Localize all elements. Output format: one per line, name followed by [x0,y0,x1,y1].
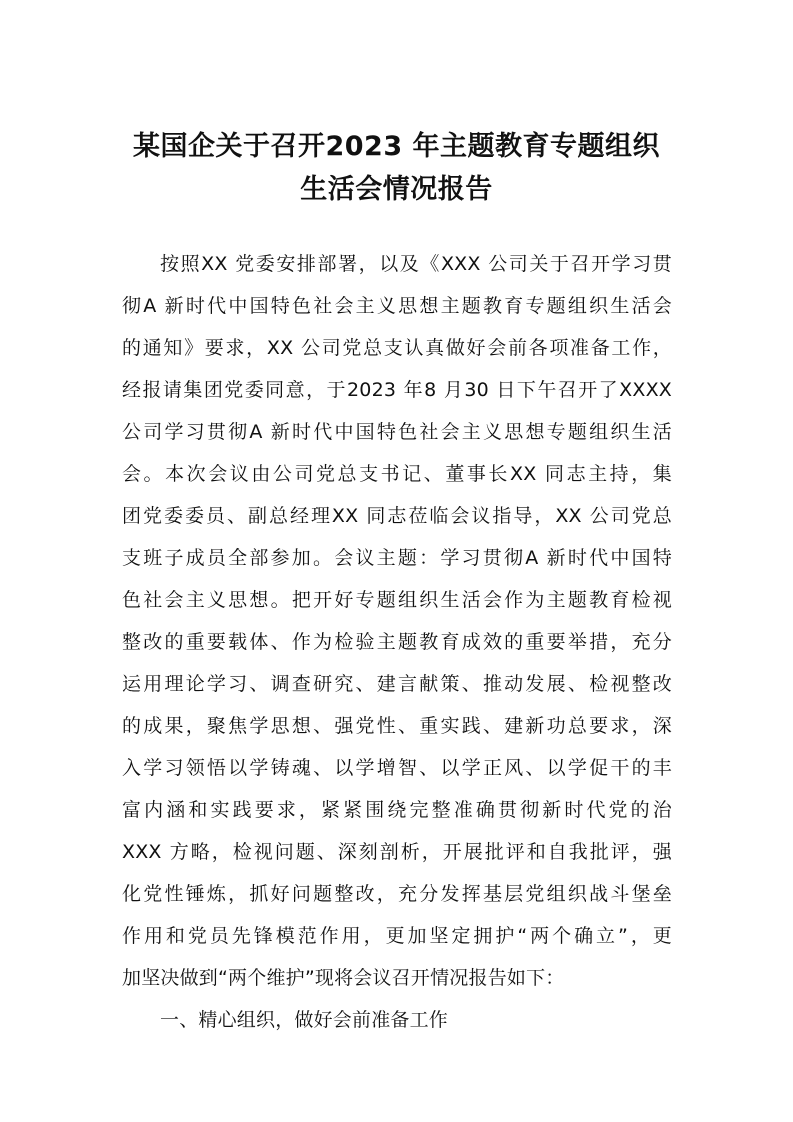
paragraph-line: XXX 方略，检视问题、深刻剖析，开展批评和自我批评，强 [122,841,672,863]
paragraph-line: 按照XX 党委安排部署，以及《XXX 公司关于召开学习贯 [160,253,672,275]
section-heading: 一、精心组织，做好会前准备工作 [160,1009,449,1031]
paragraph-line: 会。本次会议由公司党总支书记、董事长XX 同志主持，集 [122,463,672,485]
paragraph-line: 的成果，聚焦学思想、强党性、重实践、建新功总要求，深 [122,715,672,737]
paragraph-line-last: 加坚决做到“两个维护”现将会议召开情况报告如下： [122,967,565,989]
paragraph-line: 化党性锤炼，抓好问题整改，充分发挥基层党组织战斗堡垒 [122,883,672,905]
paragraph-line: 经报请集团党委同意，于2023 年8 月30 日下午召开了XXXX [122,379,672,401]
paragraph-line: 支班子成员全部参加。会议主题：学习贯彻A 新时代中国特 [122,547,672,569]
paragraph-line: 作用和党员先锋模范作用，更加坚定拥护“两个确立”，更 [122,925,672,947]
paragraph-line: 运用理论学习、调查研究、建言献策、推动发展、检视整改 [122,673,672,695]
paragraph-line: 公司学习贯彻A 新时代中国特色社会主义思想专题组织生活 [122,421,672,443]
paragraph-line: 团党委委员、副总经理XX 同志莅临会议指导，XX 公司党总 [122,505,672,527]
document-title-line-2: 生活会情况报告 [300,174,493,205]
paragraph-line: 入学习领悟以学铸魂、以学增智、以学正风、以学促干的丰 [122,757,672,779]
paragraph-line: 彻A 新时代中国特色社会主义思想主题教育专题组织生活会 [122,295,672,317]
paragraph-line: 整改的重要载体、作为检验主题教育成效的重要举措，充分 [122,631,672,653]
document-title-line-1: 某国企关于召开2023 年主题教育专题组织 [132,131,661,162]
paragraph-line: 的通知》要求，XX 公司党总支认真做好会前各项准备工作， [122,337,672,359]
paragraph-line: 富内涵和实践要求，紧紧围绕完整准确贯彻新时代党的治 [122,799,672,821]
paragraph-line: 色社会主义思想。把开好专题组织生活会作为主题教育检视 [122,589,672,611]
